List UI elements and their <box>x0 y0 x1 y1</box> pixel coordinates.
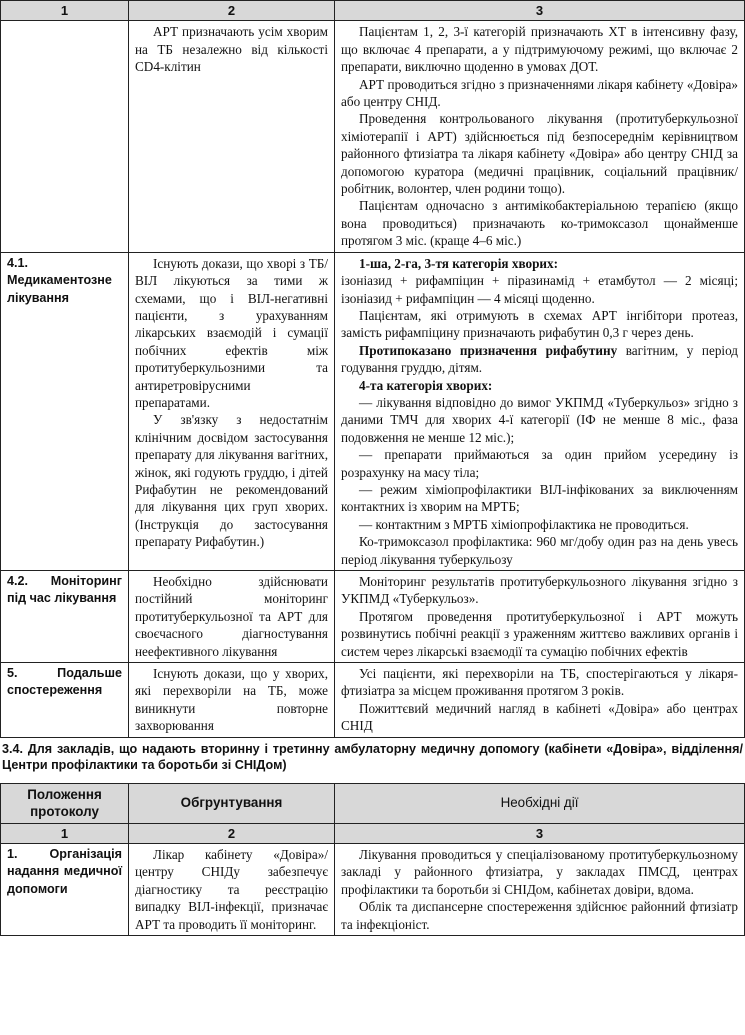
section-title: 3.4. Для закладів, що надають вторинну і третинну амбулаторну медичну допомогу (кабінети «Довіра», відділення/Центри профілактики та боротьби зі СНІДом) <box>2 741 743 773</box>
col-number: 1 <box>1 823 129 843</box>
header-actions: Необхідні дії <box>335 783 745 823</box>
cell-empty <box>1 21 129 252</box>
cell-actions: Усі пацієнти, які перехворіли на ТБ, спостерігаються у лікаря-фтизіатра за місцем проживання протягом 3 років. Пожиттєвий медичний нагляд в кабінеті «Довіра» або центрах СНІД <box>335 663 745 738</box>
list-item: — контактним з МРТБ хіміопрофілактика не проводиться. <box>359 516 689 532</box>
cell-justification: Лікар кабінету «Довіра»/центру СНІДу забезпечує діагностику та реєстрацію випадку ВІЛ-інфекції, призначає АРТ та проводить її моніторинг. <box>129 844 335 936</box>
cell-protocol: 5. Подальше спостереження <box>1 663 129 738</box>
col-number: 3 <box>335 823 745 843</box>
col-number: 3 <box>335 1 745 21</box>
table-bottom <box>0 783 745 936</box>
cell-justification: Необхідно здійснювати постійний моніторинг протитуберкульозної та АРТ для своєчасного діагностування неефективного лікування <box>129 571 335 663</box>
cell-actions: Пацієнтам 1, 2, 3-ї категорій призначають ХТ в інтенсивну фазу, що включає 4 препарати, а у підтримуючому режимі, що включає 2 препарати, виключно щоденно в умовах ДОТ. АРТ проводиться згідно з призначеннями лікаря кабінету «Довіра» або центру СНІД. Проведення контрольованого лікування (протитуберкульозної хіміотерапії і АРТ) здійснюється під безпосереднім керівництвом районного фтизіатра та лікаря кабінету «Довіра» або центру СНІД за допомогою куратора (медичні працівник, соціальний працівник/робітник, волонтер, член родини тощо). Пацієнтам одночасно з антимікобактеріальною терапією (якщо вона проводиться) призначають ко-тримоксазол щонайменше протягом 3 міс. (краще 4–6 міс.) <box>335 21 745 252</box>
cell-justification: Існують докази, що у хворих, які перехворіли на ТБ, може виникнути повторне захворювання <box>129 663 335 738</box>
table-row <box>1 571 745 663</box>
table-row <box>1 21 745 252</box>
table-row <box>1 252 745 570</box>
cell-actions: Лікування проводиться у спеціалізованому протитуберкульозному закладі у районного фтизіатра, у закладах ПМСД, центрах профілактики та боротьби зі СНІДом, кабінетах довіри, вдома. Облік та диспансерне спостереження здійснює районний фтизіатр та інфекціоніст. <box>335 844 745 936</box>
table-header-row <box>1 1 745 21</box>
table-row <box>1 844 745 936</box>
table-number-row <box>1 823 745 843</box>
contraindication-bold: Протипоказано призначення рифабутину <box>359 342 618 358</box>
list-item: — режим хіміопрофілактики ВІЛ-інфікованих за виключенням контактних із хворим на МРТБ; <box>341 481 738 515</box>
col-number: 2 <box>129 823 335 843</box>
cell-protocol: 1. Організація надання медичної допомоги <box>1 844 129 936</box>
cell-actions: 1-ша, 2-га, 3-тя категорія хворих: ізоніазид + рифампіцин + піразинамід + етамбутол — 2 місяці; ізоніазид + рифампіцин — 4 місяці щоденно. Пацієнтам, які отримують в схемах АРТ інгібітори протеаз, замість рифампіцину призначають рифабутин 0,3 г через день. Протипоказано призначення рифабутину вагітним, у період годування груддю, дітям. 4-та категорія хворих: — лікування відповідно до вимог УКПМД «Туберкульоз» згідно з даними ТМЧ для хворих 4-ї категорії (ІФ не менше 8 міс., фаза подовження не менше 12 міс.); — препарати приймаються за один прийом усередину із розрахунку на масу тіла; — режим хіміопрофілактики ВІЛ-інфікованих за виключенням контактних із хворим на МРТБ; — контактним з МРТБ хіміопрофілактика не проводиться. Ко-тримоксазол профілактика: 960 мг/добу один раз на день увесь період лікування туберкульозу <box>335 252 745 570</box>
cell-justification: Існують докази, що хворі з ТБ/ВІЛ лікуються за тими ж схемами, що і ВІЛ-негативні пацієнти, з урахуванням лікарських взаємодій і сумації побічних ефектів між протитуберкульозними та антиретровірусними препаратами. У зв'язку з недостатнім клінічним досвідом застосування препарату для лікування вагітних, жінок, які годують груддю, і дітей Рифабутин не рекомендований для лікування цих груп хворих. (Інструкція до застосування препарату Рифабутин.) <box>129 252 335 570</box>
header-justification: Обгрунтування <box>129 783 335 823</box>
cell-justification: АРТ призначають усім хворим на ТБ незалежно від кількості CD4-клітин <box>129 21 335 252</box>
cell-protocol: 4.1. Медикаментозне лікування <box>1 252 129 570</box>
header-protocol: Положення протоколу <box>1 783 129 823</box>
col-number: 2 <box>129 1 335 21</box>
cell-protocol: 4.2. Моніторинг під час лікування <box>1 571 129 663</box>
list-item: — препарати приймаються за один прийом усередину із розрахунку на масу тіла; <box>341 447 738 480</box>
cell-actions: Моніторинг результатів протитуберкульозного лікування згідно з УКПМД «Туберкульоз». Протягом проведення протитуберкульозної і АРТ можуть розвинутись побічні реакції з ураженням життєво важливих органів і систем через лікарські взаємодії та сумацію побічних ефектів <box>335 571 745 663</box>
list-item: — лікування відповідно до вимог УКПМД «Туберкульоз» згідно з даними ТМЧ для хворих 4-ї категорії (ІФ не менше 8 міс., фаза подовження не менше 12 міс.); <box>341 394 738 445</box>
col-number: 1 <box>1 1 129 21</box>
table-header-row <box>1 783 745 823</box>
table-row <box>1 663 745 738</box>
